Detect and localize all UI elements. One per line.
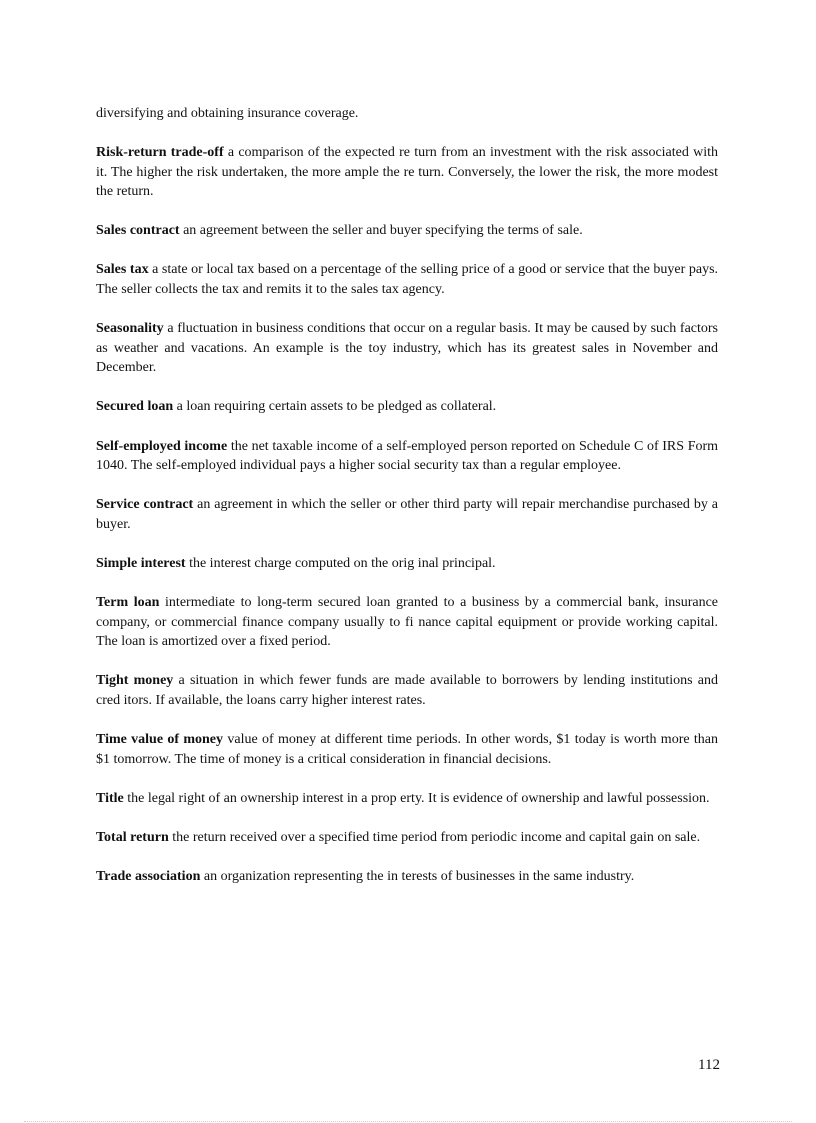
glossary-term: Risk-return trade-off bbox=[96, 145, 224, 161]
glossary-entry bbox=[96, 437, 718, 476]
glossary-term: Tight money bbox=[96, 673, 174, 689]
glossary-definition: the return received over a specified time period from periodic income and capital gain on sale. bbox=[172, 829, 701, 845]
glossary-entry bbox=[96, 730, 718, 769]
glossary-definition: a fluctuation in business conditions that occur on a regular basis. It may be caused by such factors as weather and vacations. An example is the toy industry, which has its greatest sales in November and December. bbox=[96, 321, 719, 376]
glossary-term: Trade association bbox=[96, 868, 201, 884]
page-number: 112 bbox=[698, 1057, 720, 1073]
glossary-term: Seasonality bbox=[96, 321, 164, 337]
page-bottom-divider bbox=[24, 1121, 792, 1122]
glossary-entry bbox=[96, 260, 718, 299]
glossary-entry bbox=[96, 319, 718, 378]
glossary-definition: intermediate to long-term secured loan granted to a business by a commercial bank, insurance company, or commercial finance company usually to fi nance capital equipment or provide working capital. The loan is amortized over a fixed period. bbox=[96, 595, 718, 650]
glossary-definition: the legal right of an ownership interest in a prop erty. It is evidence of ownership and lawful possession. bbox=[127, 790, 710, 806]
glossary-entry bbox=[96, 593, 718, 652]
glossary-definition: a situation in which fewer funds are made available to borrowers by lending institutions and cred itors. If available, the loans carry higher interest rates. bbox=[96, 673, 718, 708]
glossary-entry bbox=[96, 397, 718, 417]
glossary-definition: an agreement in which the seller or other third party will repair merchandise purchased by a buyer. bbox=[96, 497, 718, 532]
glossary-definition: a loan requiring certain assets to be pledged as collateral. bbox=[176, 399, 497, 415]
glossary-entry bbox=[96, 789, 718, 809]
glossary-definition: an agreement between the seller and buyer specifying the terms of sale. bbox=[183, 223, 583, 239]
glossary-entry bbox=[96, 671, 718, 710]
glossary-term: Time value of money bbox=[96, 731, 224, 747]
glossary-term: Title bbox=[96, 790, 124, 806]
glossary-term: Total return bbox=[96, 829, 169, 845]
glossary-content bbox=[96, 104, 718, 906]
glossary-entry bbox=[96, 221, 718, 241]
glossary-entry bbox=[96, 867, 718, 887]
glossary-term: Secured loan bbox=[96, 399, 174, 415]
glossary-definition: the interest charge computed on the orig inal principal. bbox=[189, 555, 496, 571]
glossary-term: Service contract bbox=[96, 497, 194, 513]
glossary-term: Simple interest bbox=[96, 555, 186, 571]
glossary-entry bbox=[96, 554, 718, 574]
glossary-definition: a state or local tax based on a percentage of the selling price of a good or service that the buyer pays. The seller collects the tax and remits it to the sales tax agency. bbox=[96, 262, 719, 298]
glossary-entry bbox=[96, 828, 718, 848]
glossary-term: Term loan bbox=[96, 595, 160, 610]
glossary-term: Sales tax bbox=[96, 262, 149, 278]
glossary-term: Sales contract bbox=[96, 223, 180, 239]
glossary-definition: a comparison of the expected re turn from an investment with the risk associated with it. The higher the risk undertaken, the more ample the re turn. Conversely, the lower the risk, the more modest the return. bbox=[96, 145, 718, 200]
glossary-entry bbox=[96, 143, 718, 202]
glossary-definition: the net taxable income of a self-employed person reported on Schedule C of IRS Form 1040. The self-employed individual pays a higher social security tax than a regular employee. bbox=[96, 438, 719, 474]
glossary-term: Self-employed income bbox=[96, 438, 228, 454]
glossary-intro-text: diversifying and obtaining insurance coverage. bbox=[96, 106, 359, 121]
glossary-definition: value of money at different time periods. In other words, $1 today is worth more than $1 tomorrow. The time of money is a critical consideration in financial decisions. bbox=[96, 731, 718, 767]
glossary-entry bbox=[96, 495, 718, 534]
glossary-definition: an organization representing the in terests of businesses in the same industry. bbox=[203, 868, 635, 884]
